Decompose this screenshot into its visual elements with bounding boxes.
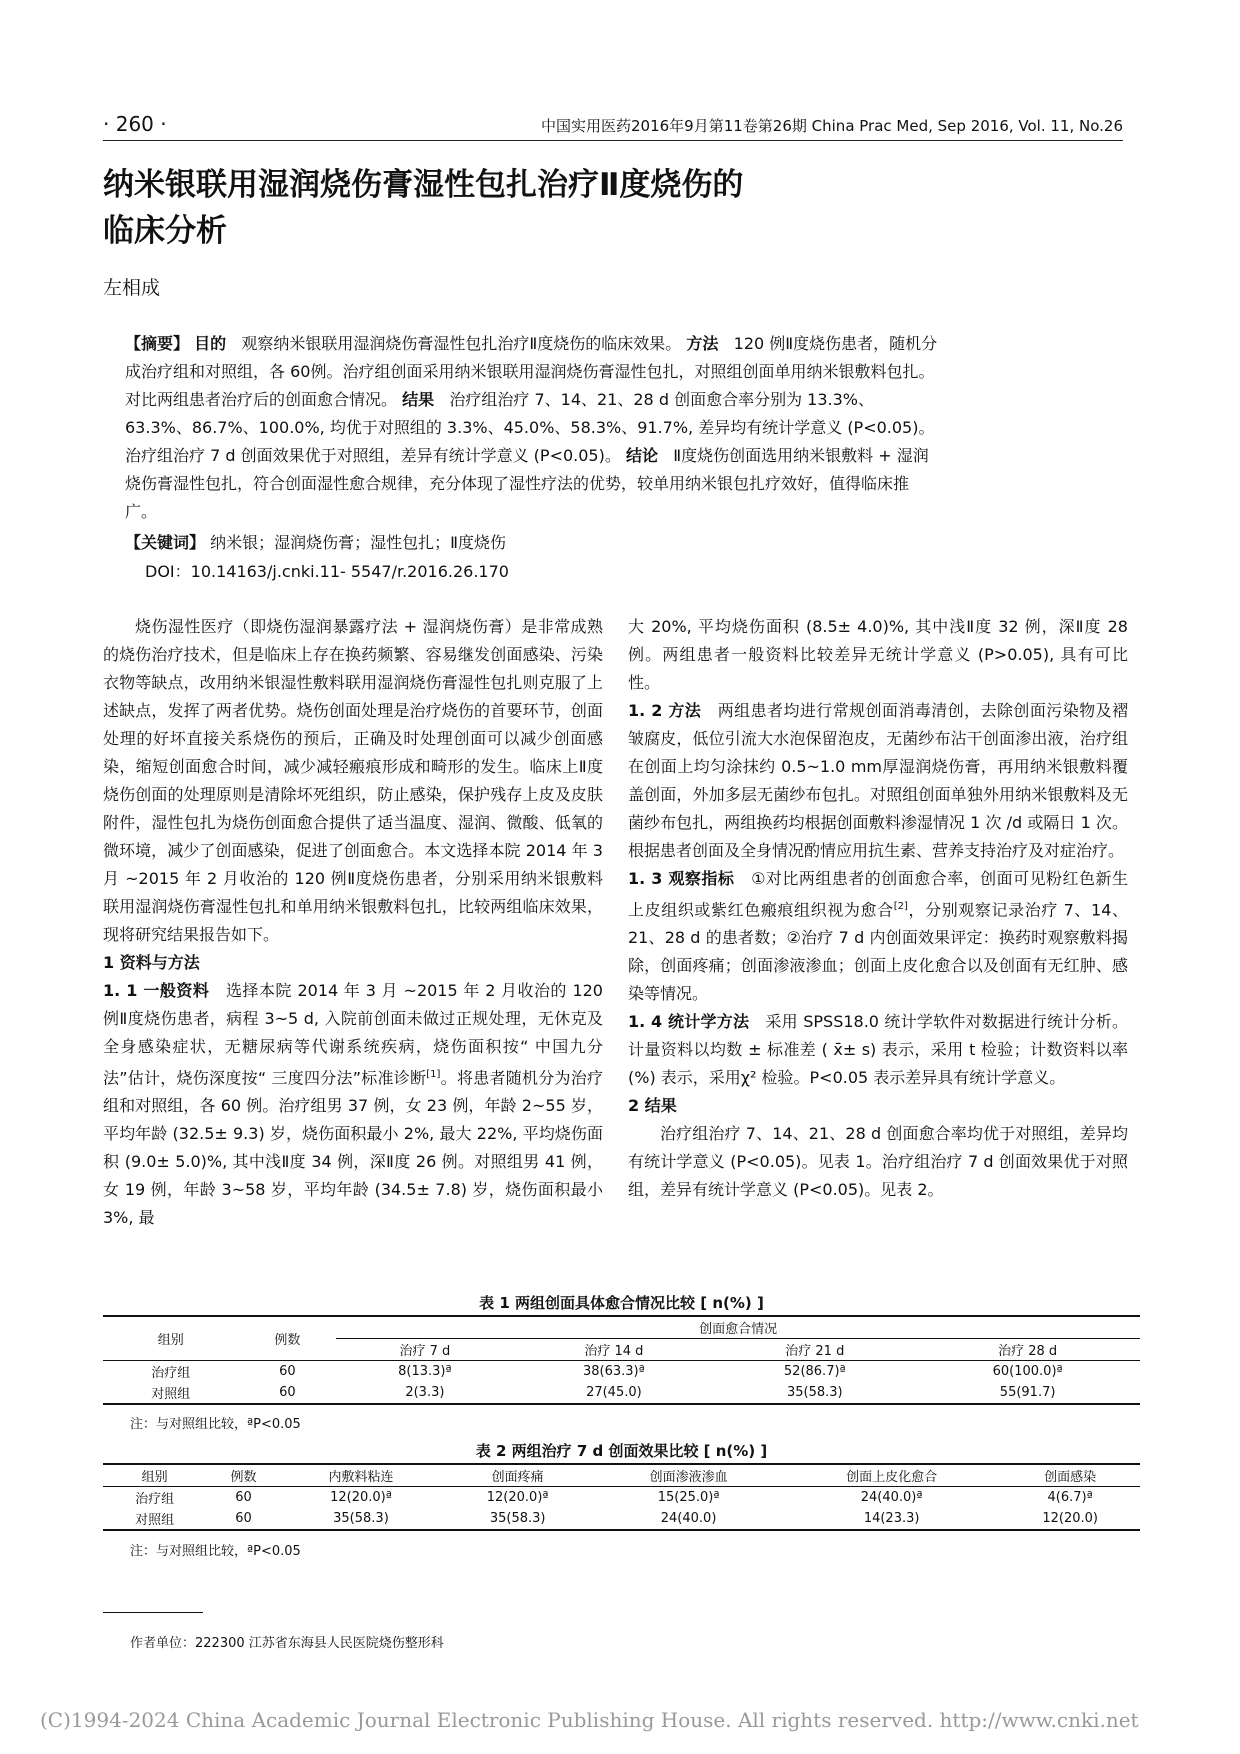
page-number: · 260 · <box>103 112 167 136</box>
doi: DOI：10.14163/j.cnki.11- 5547/r.2016.26.170 <box>145 562 509 581</box>
t2-header: 内敷料粘连 <box>328 1470 394 1485</box>
t1-cell: 52(86.7)ª <box>783 1364 846 1379</box>
t2-cell: 35(58.3) <box>333 1511 389 1526</box>
t1-cell: 35(58.3) <box>786 1385 843 1400</box>
section-2-heading: 2 结果 <box>628 1096 677 1116</box>
s11-label: 1. 1 一般资料 <box>103 981 210 1000</box>
header-rule <box>103 140 1123 141</box>
intro-paragraph: 烧伤湿性医疗（即烧伤湿润暴露疗法 + 湿润烧伤膏）是非常成熟的烧伤治疗技术，但是临床上存在换药频繁、容易继发创面感染、污染衣物等缺点，改用纳米银湿性敷料联用湿润烧伤膏湿性包扎则克服了上述缺点，发挥了两者优势。烧伤创面处理是治疗烧伤的首要环节，创面处理的好坏直接关系烧伤的预后，正确及时处理创面可以减少创面感染，缩短创面愈合时间，减少减轻瘢痕形成和畸形的发生。临床上Ⅱ度烧伤创面的处理原则是清除坏死组织，防止感染，保护残存上皮及皮肤附件，湿性包扎为烧伤创面愈合提供了适当温度、湿润、微酸、低氧的微环境，减少了创面感染，促进了创面愈合。本文选择本院 2014 年 3 月 ~2015 年 2 月收治的 120 例Ⅱ度烧伤患者，分别采用纳米银敷料联用湿润烧伤膏湿性包扎和单用纳米银敷料包扎，比较两组临床效果，现将研究结果报告如下。 <box>103 617 603 944</box>
table-1 <box>103 1315 1140 1405</box>
s13-text-a: ①对比两组患者的创面愈合率，创面可见粉红色新生上皮组织或紫红色瘢痕组织视为愈合 <box>628 869 1128 920</box>
keywords-text: 纳米银；湿润烧伤膏；湿性包扎；Ⅱ度烧伤 <box>210 533 506 552</box>
t1-header-col: 治疗 28 d <box>998 1344 1058 1359</box>
result-text: 治疗组治疗 7、14、21、28 d 创面愈合率分别为 13.3%、63.3%、86.7%、100.0%, 均优于对照组的 3.3%、45.0%、58.3%、91.7%, 差异均有统计学意义 (P<0.05)。治疗组治疗 7 d 创面效果优于对照组，差异有统计学意义 (P<0.05)。 <box>125 390 935 465</box>
t1-cell: 治疗组 <box>151 1366 191 1381</box>
t2-cell: 60 <box>235 1490 252 1505</box>
t2-cell: 12(20.0)ª <box>330 1490 392 1505</box>
s12-text: 两组患者均进行常规创面消毒清创，去除创面污染物及褶皱腐皮，低位引流大水泡保留泡皮，无菌纱布沾干创面渗出液，治疗组在创面上均匀涂抹约 0.5~1.0 mm厚湿润烧伤膏，再用纳米银敷料覆盖创面，外加多层无菌纱布包扎。对照组创面单独外用纳米银敷料及无菌纱布包扎，两组换药均根据创面敷料渗湿情况 1 次 /d 或隔日 1 次。根据患者创面及全身情况酌情应用抗生素、营养支持治疗及对症治疗。 <box>628 701 1128 860</box>
t2-header: 例数 <box>230 1470 257 1485</box>
title-line-1: 纳米银联用湿润烧伤膏湿性包扎治疗Ⅱ度烧伤的 <box>103 167 744 203</box>
article-title <box>103 162 1003 254</box>
t1-cell: 60(100.0)ª <box>992 1364 1063 1379</box>
t1-header-col: 治疗 21 d <box>785 1344 845 1359</box>
t2-cell: 对照组 <box>135 1513 175 1528</box>
method-label: 方法 <box>686 334 719 353</box>
t1-header-group: 组别 <box>103 1316 238 1361</box>
t2-cell: 15(25.0)ª <box>657 1490 720 1505</box>
t2-cell: 12(20.0)ª <box>486 1490 549 1505</box>
conclusion-text: Ⅱ度烧伤创面选用纳米银敷料 + 湿润烧伤膏湿性包扎，符合创面湿性愈合规律，充分体现了湿性疗法的优势，较单用纳米银包扎疗效好，值得临床推广。 <box>125 446 929 521</box>
t1-header-col: 治疗 14 d <box>584 1344 644 1359</box>
t2-header: 创面感染 <box>1044 1470 1097 1485</box>
conclusion-label: 结论 <box>625 446 658 465</box>
t2-cell: 4(6.7)ª <box>1047 1490 1093 1505</box>
objective-label: 目的 <box>194 334 227 353</box>
title-line-2: 临床分析 <box>103 213 227 249</box>
s14-label: 1. 4 统计学方法 <box>628 1012 750 1032</box>
t2-cell: 24(40.0)ª <box>860 1490 923 1505</box>
t1-cell: 55(91.7) <box>999 1385 1056 1400</box>
right-column <box>628 613 1128 1204</box>
s11-text-b: 。将患者随机分为治疗组和对照组，各 60 例。治疗组男 37 例，女 23 例，年龄 2~55 岁，平均年龄 (32.5± 9.3) 岁，烧伤面积最小 2%, 最大 22%, 平均烧伤面积 (9.0± 5.0)%, 其中浅Ⅱ度 34 例，深Ⅱ度 26 例。对照组男 41 例，女 19 例，年龄 3~58 岁，平均年龄 (34.5± 7.8) 岁，烧伤面积最小 3%, 最 <box>103 1068 603 1228</box>
s13-text-b: ，分别观察记录治疗 7、14、21、28 d 的患者数；②治疗 7 d 内创面效果评定：换药时观察敷料揭除，创面疼痛；创面渗液渗血；创面上皮化愈合以及创面有无红肿、感染等情况。 <box>628 900 1128 1004</box>
footnote-rule <box>103 1612 203 1613</box>
table-1-caption: 表 1 两组创面具体愈合情况比较 [ n(%) ] <box>479 1294 764 1312</box>
t2-header: 创面疼痛 <box>491 1470 544 1485</box>
method-text: 120 例Ⅱ度烧伤患者，随机分成治疗组和对照组，各 60例。治疗组创面采用纳米银联用湿润烧伤膏湿性包扎，对照组创面单用纳米银敷料包扎。对比两组患者治疗后的创面愈合情况。 <box>125 334 938 409</box>
continued-paragraph: 大 20%, 平均烧伤面积 (8.5± 4.0)%, 其中浅Ⅱ度 32 例，深Ⅱ度 28 例。两组患者一般资料比较差异无统计学意义 (P>0.05), 具有可比性。 <box>628 617 1128 692</box>
journal-header: 中国实用医药2016年9月第11卷第26期 China Prac Med, Sep 2016, Vol. 11, No.26 <box>541 117 1123 135</box>
t2-header: 组别 <box>141 1470 168 1485</box>
s11-text-a: 选择本院 2014 年 3 月 ~2015 年 2 月收治的 120 例Ⅱ度烧伤患者，病程 3~5 d, 入院前创面未做过正规处理，无休克及全身感染症状，无糖尿病等代谢系统疾病，烧伤面积按“ 中国九分法”估计，烧伤深度按“ 三度四分法”标准诊断 <box>103 981 603 1088</box>
table-row <box>103 1382 1140 1404</box>
ref-2: [2] <box>893 901 908 912</box>
keywords <box>125 529 940 557</box>
table-2-caption: 表 2 两组治疗 7 d 创面效果比较 [ n(%) ] <box>475 1442 768 1460</box>
t1-cell: 60 <box>279 1364 296 1379</box>
result-label: 结果 <box>402 390 435 409</box>
t1-cell: 2(3.3) <box>405 1385 445 1400</box>
left-column <box>103 613 603 1232</box>
t1-cell: 对照组 <box>151 1387 191 1402</box>
table-row <box>103 1487 1140 1509</box>
section-1-heading: 1 资料与方法 <box>103 953 200 972</box>
ref-1: [1] <box>426 1069 441 1080</box>
table-2 <box>103 1463 1140 1531</box>
abstract-label: 【摘要】 <box>125 334 190 353</box>
t2-cell: 60 <box>235 1511 252 1526</box>
results-paragraph: 治疗组治疗 7、14、21、28 d 创面愈合率均优于对照组，差异均有统计学意义 (P<0.05)。见表 1。治疗组治疗 7 d 创面效果优于对照组，差异有统计学意义 (P<0.05)。见表 2。 <box>628 1124 1128 1200</box>
copyright-watermark: (C)1994-2024 China Academic Journal Electronic Publishing House. All rights reserved. http://www.cnki.net <box>40 1708 1139 1732</box>
s13-label: 1. 3 观察指标 <box>628 869 735 888</box>
t1-cell: 27(45.0) <box>586 1385 642 1400</box>
author-affiliation: 作者单位：222300 江苏省东海县人民医院烧伤整形科 <box>130 1636 444 1651</box>
t2-cell: 14(23.3) <box>863 1511 920 1526</box>
table-2-note: 注：与对照组比较，ªP<0.05 <box>130 1544 301 1559</box>
table-row <box>103 1508 1140 1530</box>
table-1-note: 注：与对照组比较，ªP<0.05 <box>130 1417 301 1432</box>
t1-header-span: 创面愈合情况 <box>336 1316 1140 1339</box>
t1-cell: 8(13.3)ª <box>398 1364 452 1379</box>
t2-header: 创面渗液渗血 <box>649 1470 728 1485</box>
t2-cell: 24(40.0) <box>660 1511 717 1526</box>
objective-text: 观察纳米银联用湿润烧伤膏湿性包扎治疗Ⅱ度烧伤的临床效果。 <box>241 334 682 353</box>
t1-header-col: 治疗 7 d <box>399 1344 451 1359</box>
t1-cell: 60 <box>279 1385 296 1400</box>
keywords-label: 【关键词】 <box>125 533 206 552</box>
t1-header-n: 例数 <box>238 1316 336 1361</box>
s12-label: 1. 2 方法 <box>628 701 702 720</box>
table-row <box>103 1361 1140 1383</box>
author: 左相成 <box>103 277 161 299</box>
t2-cell: 35(58.3) <box>489 1511 546 1526</box>
abstract <box>125 330 940 526</box>
t2-header: 创面上皮化愈合 <box>846 1470 938 1485</box>
t2-cell: 12(20.0) <box>1042 1511 1098 1526</box>
s14-text: 采用 SPSS18.0 统计学软件对数据进行统计分析。计量资料以均数 ± 标准差 ( x̄± s) 表示，采用 t 检验；计数资料以率 (%) 表示，采用χ² 检验。P<0.05 表示差异具有统计学意义。 <box>628 1012 1128 1088</box>
t1-cell: 38(63.3)ª <box>583 1364 645 1379</box>
t2-cell: 治疗组 <box>135 1492 175 1507</box>
